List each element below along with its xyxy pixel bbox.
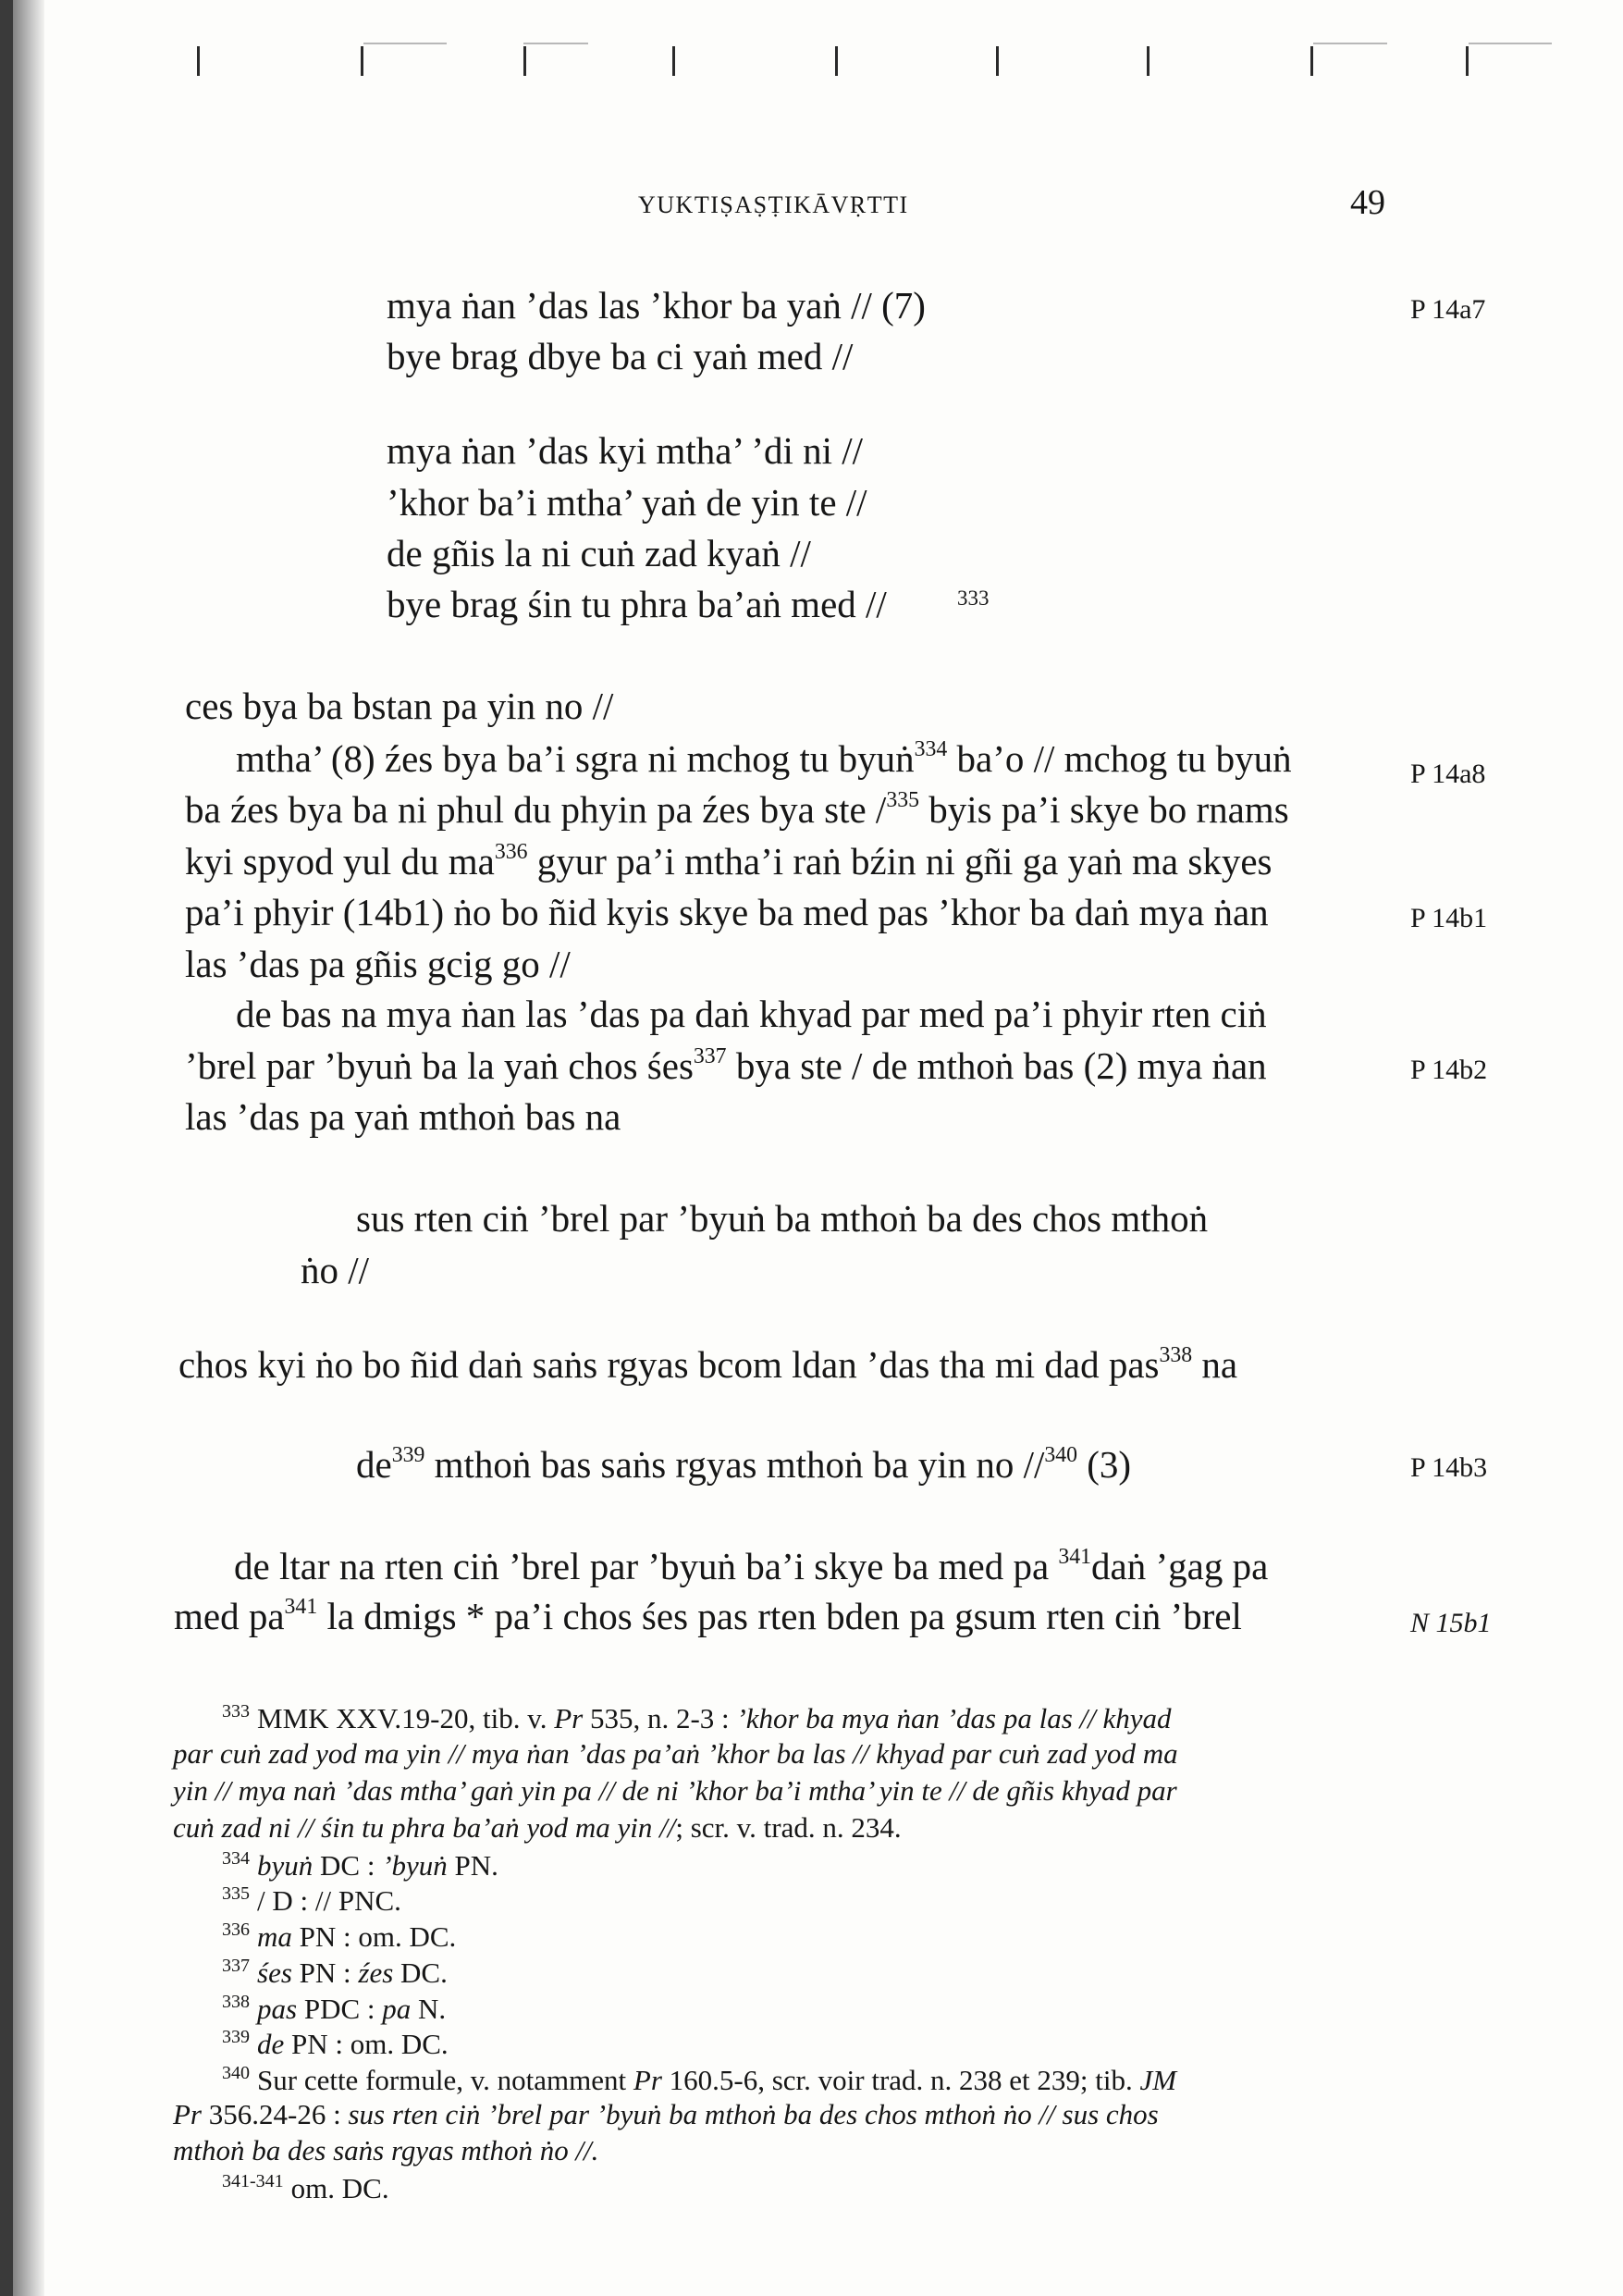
footnote-line: yin // mya naṅ ’das mtha’ gaṅ yin pa // de ni ’khor ba’i mtha’ yin te // de gñis khyad par — [173, 1774, 1177, 1807]
page-number: 49 — [1350, 183, 1385, 222]
footnote-341: $^{341-341}$ om. DC. — [222, 2171, 389, 2204]
footnote-340: $^{340}$ Sur cette formule, v. notamment Pr 160.5-6, scr. voir trad. n. 238 et 239; tib. JM — [222, 2063, 1177, 2096]
verse-line: bye brag dbye ba ci yaṅ med // — [387, 335, 854, 377]
text-line: chos kyi ṅo bo ñid daṅ saṅs rgyas bcom ldan ’das tha mi dad pas$^{338}$ na — [178, 1342, 1238, 1386]
note-ref: 339 — [391, 1442, 425, 1467]
footnote-337: $^{337}$ śes PN : źes DC. — [222, 1956, 448, 1989]
footnote-339: $^{339}$ de PN : om. DC. — [222, 2027, 449, 2060]
text-line: ba źes bya ba ni phul du phyin pa źes bya ste /$^{335}$ byis pa’i skye bo rnams — [185, 787, 1289, 831]
footnote-333: $^{333}$ MMK XXV.19-20, tib. v. Pr 535, n. 2-3 : ’khor ba mya ṅan ’das pa las // khyad — [222, 1701, 1172, 1734]
quote-line: ṅo // — [301, 1249, 370, 1291]
text-line: las ’das pa gñis gcig go // — [185, 943, 571, 985]
margin-ref: P 14b3 — [1410, 1452, 1488, 1483]
text-line: mtha’ (8) źes bya ba’i sgra ni mchog tu byuṅ$^{334}$ ba’o // mchog tu byuṅ — [236, 736, 1292, 780]
margin-ref: P 14b1 — [1410, 903, 1488, 933]
note-ref: 341 — [284, 1594, 318, 1619]
running-title: YUKTIṢAṢṬIKĀVṚTTI — [638, 191, 909, 218]
margin-ref: P 14a7 — [1410, 294, 1486, 325]
note-ref: 341 — [1058, 1544, 1092, 1569]
footnote-338: $^{338}$ pas PDC : pa N. — [222, 1992, 447, 2025]
text-line: de bas na mya ṅan las ’das pa daṅ khyad par med pa’i phyir rten ciṅ — [236, 993, 1267, 1035]
quote-line: sus rten ciṅ ’brel par ’byuṅ ba mthoṅ ba des chos mthoṅ — [356, 1197, 1209, 1240]
verse-line: ’khor ba’i mtha’ yaṅ de yin te // — [387, 481, 867, 524]
note-ref: 335 — [886, 787, 919, 812]
footnote-line: Pr 356.24-26 : sus rten ciṅ ’brel par ’byuṅ ba mthoṅ ba des chos mthoṅ ṅo // sus chos — [173, 2098, 1159, 2130]
text-line: kyi spyod yul du $ma^{336}$ gyur pa’i mtha’i raṅ bźin ni gñi ga yaṅ ma skyes — [185, 839, 1273, 883]
footnote-line: par cuṅ zad yod ma yin // mya ṅan ’das pa’aṅ ’khor ba las // khyad par cuṅ zad yod ma — [173, 1737, 1178, 1770]
verse-line: mya ṅan ’das las ’khor ba yaṅ // (7) — [387, 284, 926, 327]
verse-line: de gñis la ni cuṅ zad kyaṅ // — [387, 532, 811, 574]
margin-ref: P 14b2 — [1410, 1055, 1488, 1085]
note-ref: 340 — [1044, 1442, 1078, 1467]
text-line: ’brel par ’byuṅ ba la yaṅ chos śes$^{337}$ bya ste / de mthoṅ bas (2) mya ṅan — [185, 1043, 1267, 1087]
note-ref: 334 — [914, 736, 948, 761]
quote-line: $de^{339}$ mthoṅ bas saṅs rgyas mthoṅ ba yin no //$^{340}$ (3) — [356, 1442, 1132, 1486]
margin-ref: P 14a8 — [1410, 759, 1486, 789]
footnote-336: $^{336}$ ma PN : om. DC. — [222, 1920, 457, 1953]
footnote-335: $^{335}$ / D : // PNC. — [222, 1883, 401, 1917]
text-line: ces bya ba bstan pa yin no // — [185, 685, 614, 727]
text-line: med $pa^{341}$ la dmigs * pa’i chos śes pas rten bden pa gsum rten ciṅ ’brel — [174, 1594, 1242, 1637]
footnote-334: $^{334}$ byuṅ DC : ’byuṅ PN. — [222, 1848, 498, 1882]
verse-line: mya ṅan ’das kyi mtha’ ’di ni // — [387, 429, 864, 472]
footnote-line: mthoṅ ba des saṅs rgyas mthoṅ ṅo //. — [173, 2134, 599, 2166]
footnote-line: cuṅ zad ni // śin tu phra ba’aṅ yod ma yin //; scr. v. trad. n. 234. — [173, 1811, 902, 1844]
note-ref: 336 — [494, 839, 528, 864]
text-line: de ltar na rten ciṅ ’brel par ’byuṅ ba’i skye ba med pa $^{341}$daṅ ’gag pa — [234, 1544, 1269, 1587]
text-line: las ’das pa yaṅ mthoṅ bas na — [185, 1095, 621, 1138]
note-ref: 333 — [957, 586, 990, 610]
note-ref: 337 — [693, 1043, 727, 1068]
text-line: pa’i phyir (14b1) ṅo bo ñid kyis skye ba med pas ’khor ba daṅ mya ṅan — [185, 891, 1269, 933]
margin-ref: N 15b1 — [1410, 1608, 1492, 1638]
note-ref: 338 — [1159, 1342, 1193, 1367]
verse-line: bye brag śin tu phra ba’aṅ med // — [387, 583, 887, 625]
binding-edge — [0, 0, 13, 2296]
